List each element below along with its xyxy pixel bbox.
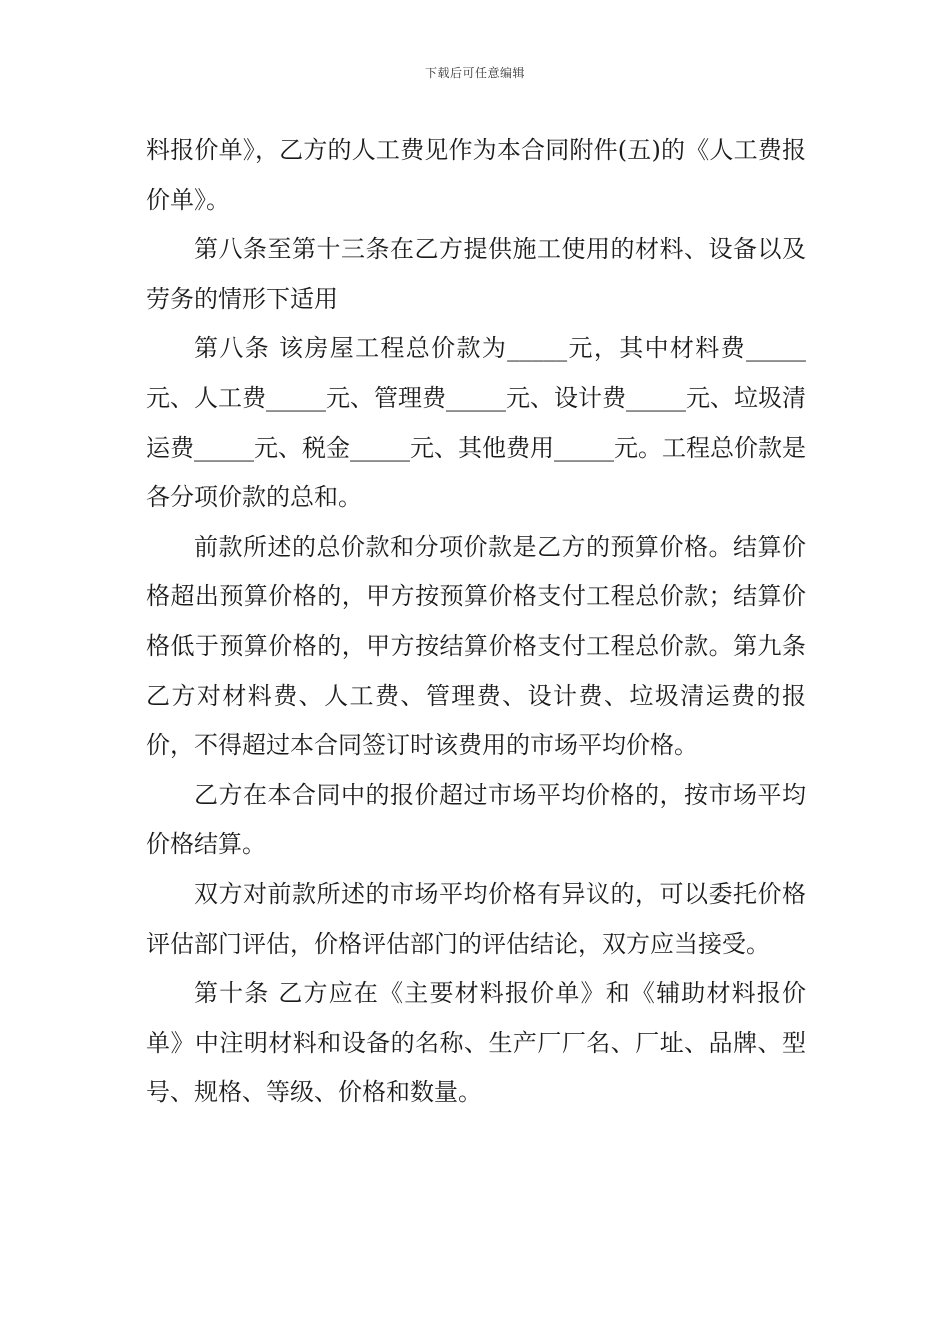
paragraph-budget-price: 前款所述的总价款和分项价款是乙方的预算价格。结算价格超出预算价格的，甲方按预算价格支付工程总价款；结算价格低于预算价格的，甲方按结算价格支付工程总价款。第九条乙方对材料费、人工费、管理费、设计费、垃圾清运费的报价，不得超过本合同签订时该费用的市场平均价格。 [146,532,806,760]
paragraph-scope-note: 第八条至第十三条在乙方提供施工使用的材料、设备以及劳务的情形下适用 [146,235,806,313]
page-header: 下载后可任意编辑 [424,66,525,80]
document-body [146,126,806,1118]
paragraph-price-dispute: 双方对前款所述的市场平均价格有异议的，可以委托价格评估部门评估，价格评估部门的评估结论，双方应当接受。 [146,879,806,958]
paragraph-article-8: 第八条 该房屋工程总价款为_____元，其中材料费_____元、人工费_____元、管理费_____元、设计费_____元、垃圾清运费_____元、税金_____元、其他费用_____元。工程总价款是各分项价款的总和。 [146,334,806,512]
paragraph-article-10: 第十条 乙方应在《主要材料报价单》和《辅助材料报价单》中注明材料和设备的名称、生产厂厂名、厂址、品牌、型号、规格、等级、价格和数量。 [146,979,806,1107]
paragraph-market-price: 乙方在本合同中的报价超过市场平均价格的，按市场平均价格结算。 [146,780,806,859]
paragraph-continuation: 料报价单》，乙方的人工费见作为本合同附件(五)的《人工费报价单》。 [146,136,806,214]
